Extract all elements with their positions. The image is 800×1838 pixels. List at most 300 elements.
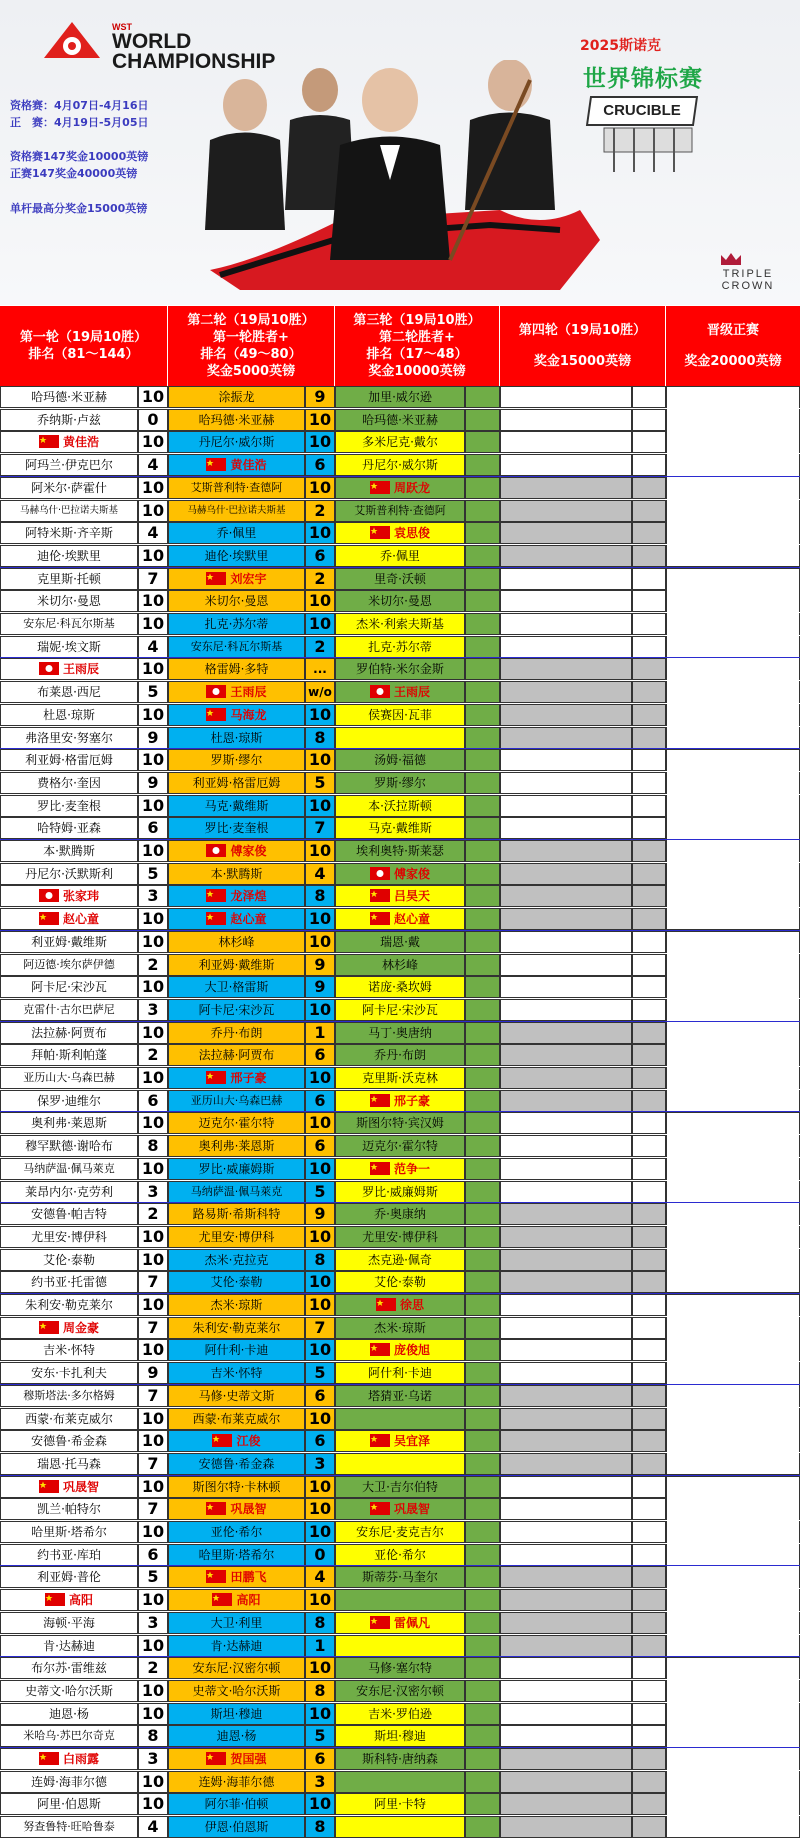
round1-player [0, 1271, 138, 1293]
crown-icon [720, 252, 742, 266]
round2-score: 10 [305, 908, 335, 930]
round3-score [465, 1112, 500, 1134]
round3-score [465, 1816, 500, 1838]
round4-player [500, 431, 632, 453]
player-name: 瑞恩·戴 [380, 934, 420, 949]
player-name: 安东尼·麦克吉尔 [356, 1525, 444, 1539]
china-flag-icon [370, 1094, 390, 1107]
round1-player [0, 1112, 138, 1134]
table-row [0, 1521, 800, 1543]
qualified-slot [666, 1566, 800, 1588]
player-name: 邢子豪 [230, 1071, 267, 1085]
round1-player [0, 1453, 138, 1475]
round3-player [335, 1090, 465, 1112]
player-name: 里奇·沃顿 [374, 571, 426, 586]
round2-score: 8 [305, 885, 335, 907]
header-round3: 第三轮（19局10胜） 第二轮胜者+ 排名（17～48） 奖金10000英镑 [335, 306, 500, 386]
round2-player [168, 568, 305, 590]
qualified-slot [666, 1748, 800, 1770]
round3-score [465, 1453, 500, 1475]
round4-player [500, 500, 632, 522]
qualified-slot [666, 908, 800, 930]
triple-crown-label: TRIPLE CROWN [721, 268, 775, 292]
qualified-slot [666, 681, 800, 703]
china-flag-icon [370, 1502, 390, 1515]
round1-player [0, 1135, 138, 1157]
hong-kong-flag-icon [206, 844, 226, 857]
china-flag-icon [370, 1616, 390, 1629]
round2-score: 7 [305, 817, 335, 839]
round2-score: 10 [305, 704, 335, 726]
round4-score [632, 1203, 666, 1225]
round2-score: 10 [305, 477, 335, 499]
player-name: 肯·达赫迪 [210, 1638, 263, 1653]
round2-score: 2 [305, 500, 335, 522]
china-flag-icon [370, 912, 390, 925]
round2-score: 10 [305, 1158, 335, 1180]
round2-player [168, 522, 305, 544]
round4-score [632, 1408, 666, 1430]
round2-score: 6 [305, 1090, 335, 1112]
player-name: 加里·威尔逊 [368, 390, 432, 404]
round3-player [335, 1566, 465, 1588]
qualified-slot [666, 477, 800, 499]
qualified-slot [666, 1635, 800, 1657]
table-row [0, 1339, 800, 1361]
round1-score: 4 [138, 454, 168, 476]
round2-player [168, 817, 305, 839]
round2-player [168, 1135, 305, 1157]
china-flag-icon [370, 1162, 390, 1175]
round1-score: 10 [138, 1339, 168, 1361]
player-name: 安东尼·汉密尔顿 [356, 1683, 444, 1698]
round4-score [632, 1294, 666, 1316]
player-name: 杜恩·琼斯 [43, 707, 95, 722]
round2-score: 9 [305, 386, 335, 408]
round1-score: 4 [138, 636, 168, 658]
player-name: 路易斯·希斯科特 [192, 1207, 281, 1222]
player-name: 尤里安·博伊科 [362, 1229, 438, 1244]
round1-score: 10 [138, 1294, 168, 1316]
round2-score: 9 [305, 954, 335, 976]
round1-player [0, 863, 138, 885]
round2-score: 10 [305, 1657, 335, 1679]
player-name: 王雨辰 [393, 685, 430, 700]
player-name: 米切尔·曼恩 [37, 594, 101, 609]
round1-player [0, 1544, 138, 1566]
round2-score: 10 [305, 1589, 335, 1611]
round4-player [500, 1317, 632, 1339]
qualified-slot [666, 431, 800, 453]
round1-score: 10 [138, 795, 168, 817]
round2-player [168, 545, 305, 567]
round1-player [0, 636, 138, 658]
round4-score [632, 1816, 666, 1838]
table-row [0, 545, 800, 567]
round2-player [168, 1544, 305, 1566]
table-row [0, 772, 800, 794]
round1-score: 10 [138, 908, 168, 930]
player-name: 吉米·罗伯逊 [368, 1706, 432, 1721]
china-flag-icon [370, 526, 390, 539]
crucible-building-icon [600, 124, 696, 174]
round2-score: 6 [305, 1135, 335, 1157]
round3-player [335, 568, 465, 590]
player-name: 江俊 [236, 1434, 261, 1449]
qualified-slot [666, 1793, 800, 1815]
round3-score [465, 522, 500, 544]
player-name: 傅家俊 [230, 844, 267, 858]
player-name: 杜恩·琼斯 [210, 730, 263, 745]
round4-score [632, 658, 666, 680]
table-row [0, 522, 800, 544]
table-row [0, 1476, 800, 1498]
player-name: 保罗·迪维尔 [37, 1093, 101, 1108]
round1-score: 10 [138, 1408, 168, 1430]
player-name: 瑞恩·托马森 [37, 1456, 101, 1471]
player-name: 阿尔菲·伯顿 [204, 1797, 269, 1812]
player-name: 马纳萨温·佩马萊克 [190, 1184, 283, 1198]
round3-player [335, 1317, 465, 1339]
qualified-slot [666, 863, 800, 885]
round4-player [500, 795, 632, 817]
round1-player [0, 1657, 138, 1679]
round2-player [168, 1430, 305, 1452]
player-name: 斯图尔特·宾汉姆 [356, 1116, 444, 1131]
qualified-slot [666, 795, 800, 817]
china-flag-icon [45, 1593, 65, 1606]
round4-player [500, 1339, 632, 1361]
round4-player [500, 908, 632, 930]
round3-score [465, 1430, 500, 1452]
round3-player [335, 1067, 465, 1089]
round3-player [335, 409, 465, 431]
round1-score: 10 [138, 386, 168, 408]
header-round2: 第二轮（19局10胜） 第一轮胜者+ 排名（49～80） 奖金5000英镑 [168, 306, 335, 386]
player-name: 阿迈德·埃尔萨伊德 [23, 957, 115, 971]
round3-score [465, 1203, 500, 1225]
round3-player [335, 1635, 465, 1657]
round1-player [0, 795, 138, 817]
round2-player [168, 1249, 305, 1271]
round1-score: 10 [138, 500, 168, 522]
player-name: 艾斯普利特·查德阿 [190, 480, 283, 494]
player-name: 米哈乌·苏巴尔奇克 [23, 1729, 115, 1743]
round3-score [465, 1181, 500, 1203]
player-name: 哈玛德·米亚赫 [31, 390, 107, 404]
round4-score [632, 568, 666, 590]
player-name: 涂振龙 [218, 390, 255, 404]
round4-score [632, 1566, 666, 1588]
round1-player [0, 1521, 138, 1543]
player-name: 阿卡尼·宋沙瓦 [31, 980, 107, 995]
round3-score [465, 1226, 500, 1248]
round3-score [465, 1385, 500, 1407]
round3-player [335, 1249, 465, 1271]
round2-score: 10 [305, 1408, 335, 1430]
round2-player [168, 590, 305, 612]
table-row [0, 749, 800, 771]
round2-player [168, 431, 305, 453]
round4-score [632, 954, 666, 976]
player-name: 连姆·海菲尔德 [31, 1774, 107, 1789]
round3-player [335, 1589, 465, 1611]
player-name: 杰克逊·佩奇 [368, 1252, 432, 1267]
player-name: 米切尔·曼恩 [368, 594, 432, 609]
table-row [0, 1498, 800, 1520]
qualified-slot [666, 1657, 800, 1679]
player-name: 周金豪 [62, 1320, 99, 1335]
round2-score: 3 [305, 1771, 335, 1793]
china-flag-icon [370, 889, 390, 902]
china-flag-icon [39, 1752, 59, 1765]
table-row [0, 1703, 800, 1725]
round2-player [168, 1453, 305, 1475]
round4-player [500, 749, 632, 771]
round1-player [0, 817, 138, 839]
qualified-slot [666, 1544, 800, 1566]
round4-player [500, 1044, 632, 1066]
round3-player [335, 908, 465, 930]
round2-player [168, 1271, 305, 1293]
round1-player [0, 1476, 138, 1498]
round4-score [632, 1090, 666, 1112]
player-name: 塔猜亚·乌诺 [368, 1388, 432, 1403]
round2-player [168, 1226, 305, 1248]
round1-player [0, 1816, 138, 1838]
round3-player [335, 1022, 465, 1044]
round2-score: 6 [305, 1044, 335, 1066]
round3-player [335, 1408, 465, 1430]
round2-player [168, 409, 305, 431]
round2-score: 4 [305, 1566, 335, 1588]
table-row [0, 863, 800, 885]
round4-player [500, 1408, 632, 1430]
round1-score: 5 [138, 681, 168, 703]
round4-score [632, 1725, 666, 1747]
player-name: 利亚姆·戴维斯 [31, 934, 107, 949]
player-name: 大卫·利里 [210, 1615, 263, 1630]
round3-score [465, 1566, 500, 1588]
round4-score [632, 1112, 666, 1134]
round1-player [0, 658, 138, 680]
round1-score: 10 [138, 1226, 168, 1248]
round1-player [0, 568, 138, 590]
player-name: 袁思俊 [393, 526, 430, 541]
player-name: 艾伦·泰勒 [374, 1275, 426, 1290]
round1-score: 6 [138, 1090, 168, 1112]
round4-player [500, 1294, 632, 1316]
round2-player [168, 999, 305, 1021]
round3-score [465, 409, 500, 431]
round2-player [168, 1294, 305, 1316]
round1-score: 6 [138, 817, 168, 839]
table-row [0, 1294, 800, 1316]
round4-score [632, 1498, 666, 1520]
round1-player [0, 1385, 138, 1407]
table-row [0, 1022, 800, 1044]
round2-score: 10 [305, 1476, 335, 1498]
qualified-slot [666, 1226, 800, 1248]
qualified-slot [666, 999, 800, 1021]
player-name: 莱昂内尔·克劳利 [25, 1184, 113, 1199]
round4-player [500, 1271, 632, 1293]
round2-score: 8 [305, 1680, 335, 1702]
round1-score: 10 [138, 1112, 168, 1134]
player-name: 赵心童 [393, 912, 430, 927]
player-name: 阿米尔·萨霍什 [31, 480, 107, 495]
player-name: 迪恩·杨 [216, 1729, 257, 1744]
table-row [0, 477, 800, 499]
qualified-slot [666, 409, 800, 431]
round3-player [335, 681, 465, 703]
round2-player [168, 1566, 305, 1588]
round3-score [465, 1544, 500, 1566]
player-name: 徐思 [399, 1298, 424, 1312]
round4-player [500, 772, 632, 794]
qualified-slot [666, 386, 800, 408]
round2-player [168, 976, 305, 998]
player-name: 马克·戴维斯 [204, 798, 269, 813]
round3-player [335, 386, 465, 408]
round2-score: 8 [305, 1249, 335, 1271]
round4-score [632, 1544, 666, 1566]
qualified-slot [666, 1271, 800, 1293]
round1-player [0, 1408, 138, 1430]
player-name: 王雨辰 [62, 662, 99, 677]
round2-player [168, 500, 305, 522]
china-flag-icon [206, 708, 226, 721]
round2-player [168, 1067, 305, 1089]
player-name: 安东尼·科瓦尔斯基 [23, 617, 115, 630]
player-name: 哈玛德·米亚赫 [198, 412, 275, 427]
round2-player [168, 386, 305, 408]
player-name: 王雨辰 [230, 685, 267, 700]
round4-score [632, 431, 666, 453]
qualified-slot [666, 817, 800, 839]
round4-score [632, 931, 666, 953]
round4-player [500, 727, 632, 749]
round1-score: 0 [138, 409, 168, 431]
round1-score: 7 [138, 1498, 168, 1520]
main-title: 世界锦标赛 [583, 66, 703, 92]
round2-score: ... [305, 658, 335, 680]
round2-score: 10 [305, 1521, 335, 1543]
round2-score: 10 [305, 522, 335, 544]
table-row [0, 1725, 800, 1747]
round4-score [632, 976, 666, 998]
round3-player [335, 1657, 465, 1679]
round3-player [335, 545, 465, 567]
qualified-slot [666, 1022, 800, 1044]
player-name: 格雷姆·多特 [204, 662, 269, 677]
round2-score: 10 [305, 590, 335, 612]
china-flag-icon [206, 572, 226, 585]
player-name: 哈玛德·米亚赫 [362, 412, 438, 427]
round2-score: 5 [305, 1181, 335, 1203]
player-name: 哈特姆·亚森 [37, 821, 101, 836]
player-name: 马赫乌什·巴拉诺夫斯基 [187, 504, 286, 516]
player-name: 安东尼·汉密尔顿 [192, 1661, 281, 1676]
player-name: 马海龙 [230, 707, 267, 722]
round4-player [500, 1022, 632, 1044]
header-qualified: 晋级正赛 奖金20000英镑 [666, 306, 800, 386]
round3-player [335, 1181, 465, 1203]
round3-player [335, 1725, 465, 1747]
round1-score: 10 [138, 840, 168, 862]
round3-score [465, 636, 500, 658]
round2-player [168, 1317, 305, 1339]
round3-player [335, 1158, 465, 1180]
round2-score: 10 [305, 1112, 335, 1134]
round4-player [500, 1703, 632, 1725]
table-row [0, 1067, 800, 1089]
player-name: 穆斯塔法·多尔格姆 [23, 1388, 115, 1402]
player-name: 罗比·威廉姆斯 [198, 1161, 275, 1176]
round3-score [465, 1680, 500, 1702]
round2-score: 2 [305, 636, 335, 658]
round2-score: 6 [305, 454, 335, 476]
table-row [0, 908, 800, 930]
round3-player [335, 1612, 465, 1634]
player-name: 林杉峰 [381, 957, 418, 972]
round3-player [335, 749, 465, 771]
round1-player [0, 1181, 138, 1203]
player-name: 西蒙·布莱克威尔 [25, 1411, 113, 1426]
round1-player [0, 772, 138, 794]
player-name: 斯图尔特·卡林顿 [192, 1479, 281, 1494]
player-name: 亚历山大·乌森巴赫 [190, 1093, 283, 1107]
round4-score [632, 1748, 666, 1770]
player-name: 尤里安·博伊科 [31, 1229, 107, 1244]
crucible-sign: CRUCIBLE [586, 96, 698, 126]
round1-score: 8 [138, 1135, 168, 1157]
player-name: 范争一 [393, 1161, 430, 1176]
round3-player [335, 477, 465, 499]
round4-player [500, 1430, 632, 1452]
highest-break-prize: 单杆最高分奖金15000英镑 [10, 202, 148, 215]
round1-player [0, 976, 138, 998]
round3-score [465, 1476, 500, 1498]
player-name: 罗比·威廉姆斯 [362, 1184, 438, 1199]
qualified-slot [666, 1453, 800, 1475]
round4-player [500, 1748, 632, 1770]
round1-player [0, 1022, 138, 1044]
round1-score: 6 [138, 1544, 168, 1566]
round1-score: 3 [138, 885, 168, 907]
qualified-slot [666, 772, 800, 794]
table-row [0, 1249, 800, 1271]
year-title: 2025斯诺克 [580, 38, 661, 54]
hong-kong-flag-icon [206, 685, 226, 698]
round3-score [465, 795, 500, 817]
round3-score [465, 590, 500, 612]
round3-score [465, 1703, 500, 1725]
round2-player [168, 1748, 305, 1770]
round2-player [168, 931, 305, 953]
round2-player [168, 863, 305, 885]
round3-score [465, 999, 500, 1021]
player-name: 吉米·怀特 [210, 1366, 263, 1381]
round3-score [465, 817, 500, 839]
round4-score [632, 1385, 666, 1407]
player-name: 马修·史蒂文斯 [198, 1388, 275, 1403]
round1-score: 3 [138, 1181, 168, 1203]
player-name: 乔丹·布朗 [210, 1025, 263, 1040]
round2-player [168, 1725, 305, 1747]
round2-player [168, 1521, 305, 1543]
round2-player [168, 477, 305, 499]
